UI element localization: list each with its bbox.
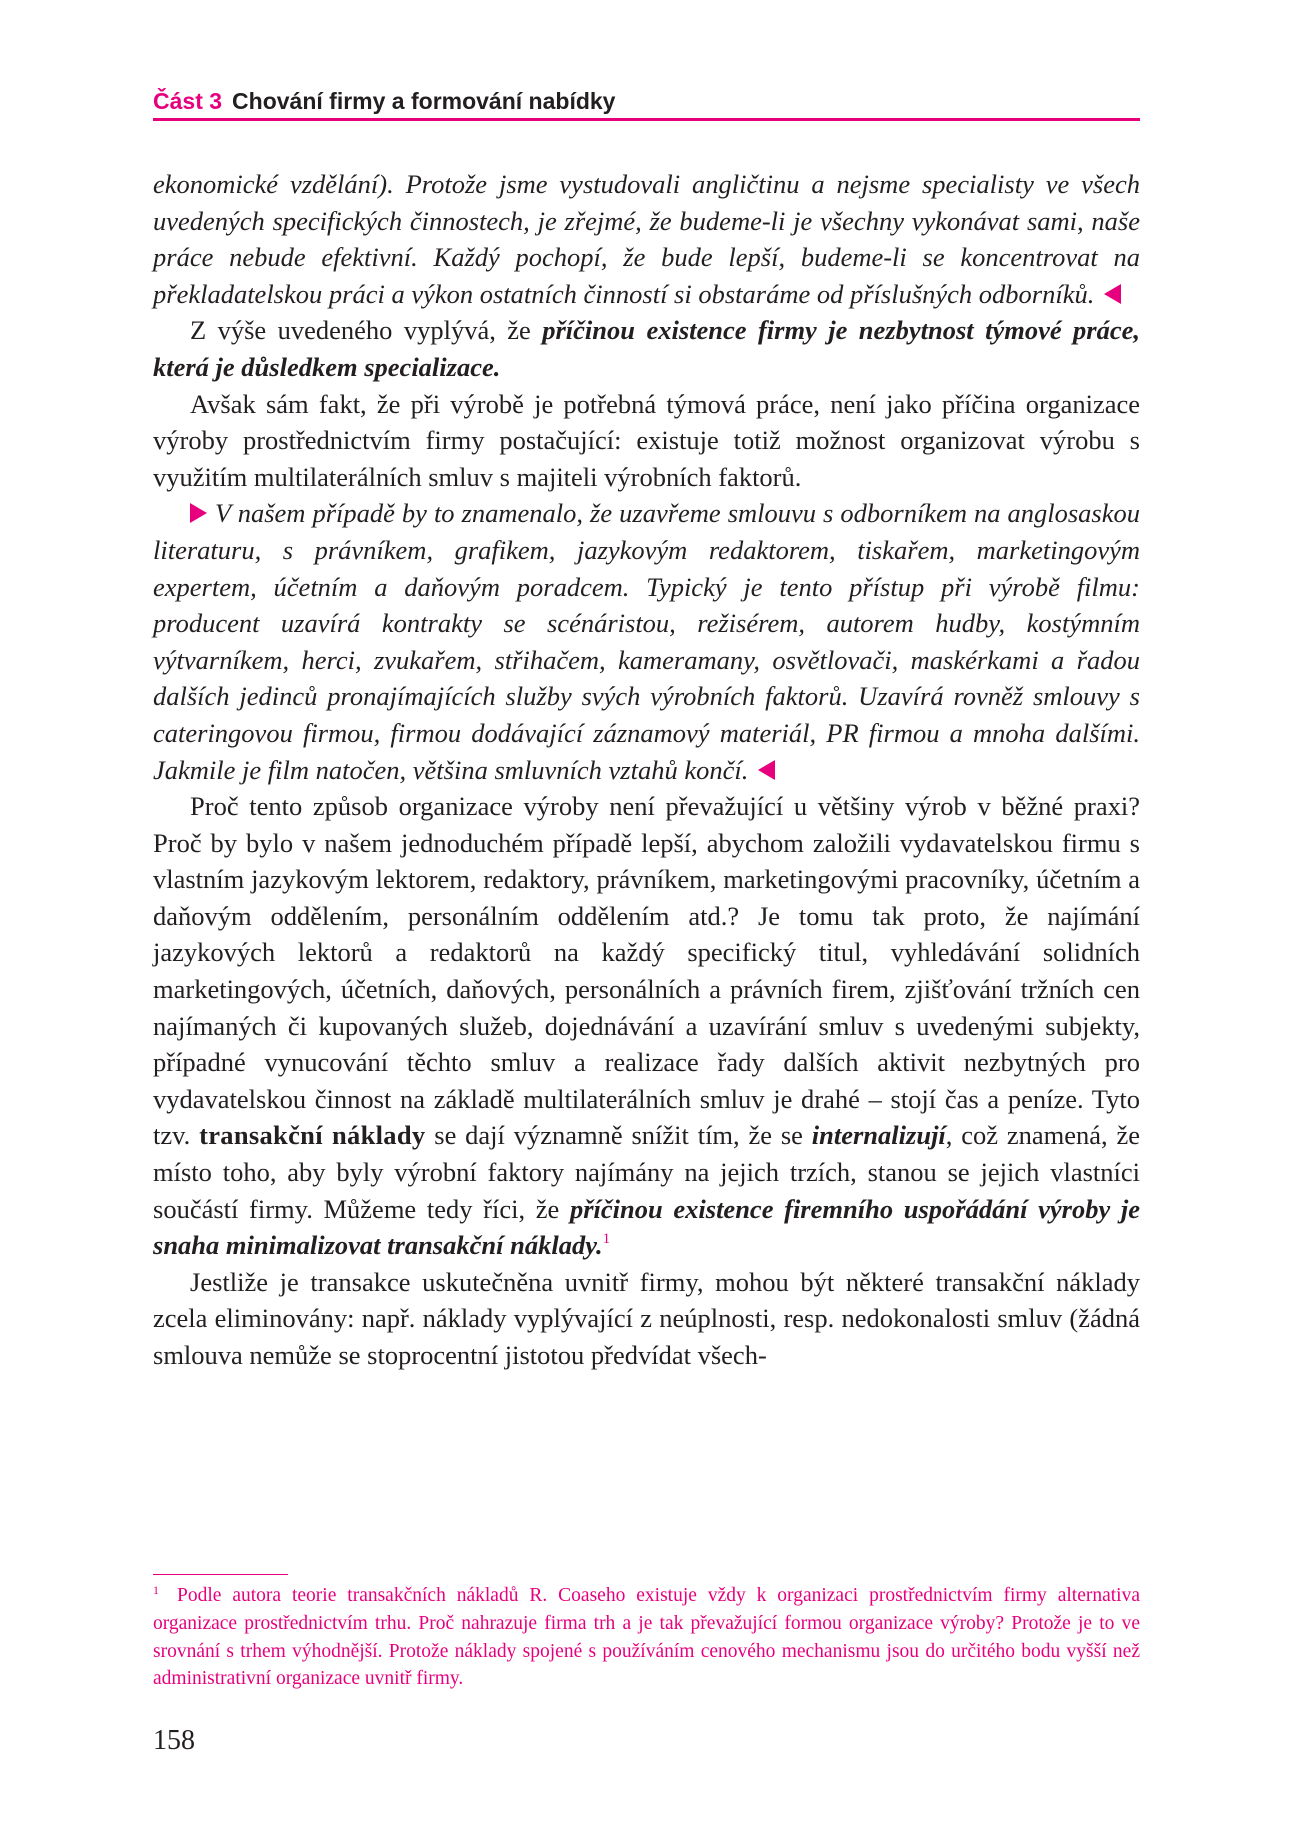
body-paragraph: [153, 1264, 1140, 1374]
footnote-rule: [153, 1574, 288, 1575]
body-text: [153, 166, 1140, 1374]
running-head: [153, 86, 1140, 116]
body-paragraph: [153, 386, 1140, 496]
footnote: [153, 1582, 1140, 1693]
part-label: Část 3: [153, 88, 223, 114]
example-text: V našem případě by to znamenalo, že uzavřeme smlouvu s odborníkem na anglosaskou literaturu, s právníkem, grafikem, jazykovým redaktorem, tiskařem, marketingovým expertem, účetním a daňovým poradcem. Typický je tento přístup při výrobě filmu: producent uzavírá kontrakty se scénáristou, režisérem, autorem hudby, kostýmním výtvarníkem, herci, zvukařem, střihačem, kameramany, osvětlovači, maskérkami a řadou dalších jedinců pronajímajících služby svých výrobních faktorů. Uzavírá rovněž smlouvy s cateringovou firmou, firmou dodávající záznamový materiál, PR firmou a mnoha dalšími. Jakmile je film natočen, většina smluvních vztahů končí.: [153, 498, 1140, 785]
paragraph-text: Jestliže je transakce uskutečněna uvnitř firmy, mohou být některé transakční náklady zcela eliminovány: např. náklady vyplývající z neúplnosti, resp. nedokonalosti smluv (žádná smlouva nemůže se stoprocentní jistotou předvídat všech-: [153, 1266, 1140, 1370]
example-text: ekonomické vzdělání). Protože jsme vystudovali angličtinu a nejsme specialisty ve všech uvedených specifických činnostech, je zřejmé, že budeme-li je všechny vykonávat sami, naše práce nebude efektivní. Každý pochopí, že bude lepší, budeme-li se koncentrovat na překladatelskou práci a výkon ostatních činností si obstaráme od příslušných odborníků.: [153, 169, 1140, 309]
example-end-marker-icon: [1104, 284, 1121, 304]
chapter-title: Chování firmy a formování nabídky: [232, 88, 616, 114]
conclusion-lead: Z výše uvedeného vyplývá, že: [190, 315, 543, 346]
paragraph-text: , což znamená, že místo toho, aby byly výrobní faktory najímány na jejich trzích, stanou se jejich vlastníci součástí firmy. Můžeme tedy říci, že: [153, 1120, 1141, 1224]
paragraph-text: se dají významně snížit tím, že se: [425, 1120, 812, 1151]
conclusion-emphasis: příčinou existence firmy je nezbytnost týmové práce, která je důsledkem specializace.: [153, 315, 1140, 382]
example-end-marker-icon: [758, 760, 775, 780]
paragraph-text: Avšak sám fakt, že při výrobě je potřebná týmová práce, není jako příčina organizace výroby prostřednictvím firmy postačující: existuje totiž možnost organizovat výrobu s využitím multilaterálních smluv s majiteli výrobních faktorů.: [153, 388, 1140, 492]
example-paragraph: [153, 495, 1140, 788]
footnote-text: Podle autora teorie transakčních nákladů R. Coaseho existuje vždy k organizaci prostřednictvím firmy alternativa organizace prostřednictvím trhu. Proč nahrazuje firma trh a je tak převažující formou organizace výroby? Protože je to ve srovnání s trhem výhodnější. Protože náklady spojené s používáním cenového mechanismu jsou do určitého bodu vyšší než administrativní organizace uvnitř firmy.: [153, 1585, 1140, 1690]
example-start-marker-icon: [190, 503, 207, 523]
term-internalize: internalizují: [811, 1120, 946, 1151]
body-paragraph: [153, 788, 1140, 1264]
conclusion-emphasis: příčinou existence firemního uspořádání výroby je snaha minimalizovat transakční náklady.: [153, 1193, 1141, 1261]
page-number: 158: [153, 1725, 195, 1756]
term-transaction-costs: transakční náklady: [199, 1120, 426, 1151]
footnote-number: 1: [153, 1583, 159, 1597]
footnote-reference[interactable]: 1: [602, 1231, 611, 1248]
example-paragraph: [153, 166, 1140, 312]
paragraph-text: Proč tento způsob organizace výroby není převažující u většiny výrob v běžné praxi? Proč by bylo v našem jednoduchém případě lepší, abychom založili vydavatelskou firmu s vlastním jazykovým lektorem, redaktory, právníkem, marketingovými pracovníky, účetním a daňovým oddělením, personálním oddělením atd.? Je tomu tak proto, že najímání jazykových lektorů a redaktorů na každý specifický titul, vyhledávání solidních marketingových, účetních, daňových, personálních a právních firem, zjišťování tržních cen najímaných či kupovaných služeb, dojednávání a uzavírání smluv s uvedenými subjekty, případné vynucování těchto smluv a realizace řady dalších aktivit nezbytných pro vydavatelskou činnost na základě multilaterálních smluv je drahé – stojí čas a peníze. Tyto tzv.: [153, 791, 1140, 1151]
header-rule: [153, 118, 1140, 121]
conclusion-paragraph: [153, 312, 1140, 385]
